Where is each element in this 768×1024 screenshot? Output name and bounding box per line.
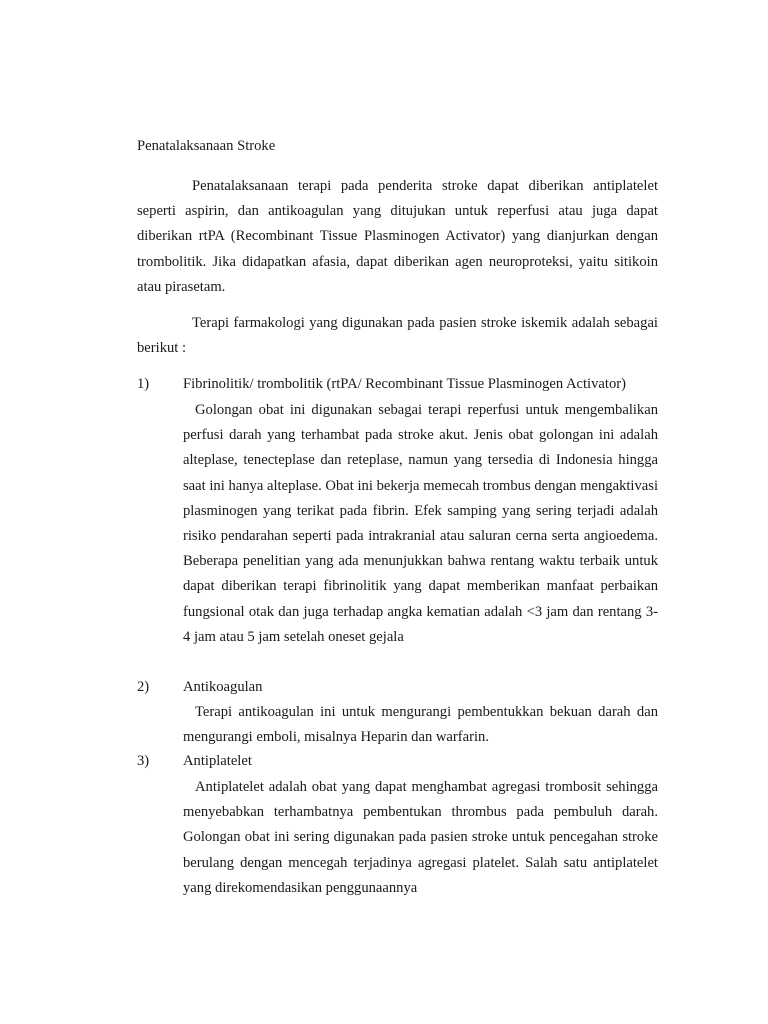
list-item-body-antikoagulan: Terapi antikoagulan ini untuk mengurangi pembentukkan bekuan darah dan mengurangi emboli, misalnya Heparin dan warfarin. [183,704,658,746]
document-title: Penatalaksanaan Stroke [137,138,276,154]
list-item-title-antikoagulan: Antikoagulan [183,679,263,695]
list-item-title-antiplatelet: Antiplatelet [183,753,252,769]
paragraph-intro: Penatalaksanaan terapi pada penderita stroke dapat diberikan antiplatelet seperti aspirin, dan antikoagulan yang ditujukan untuk reperfusi atau juga dapat diberikan rtPA (Recombinant Tissue Plasminogen Activator) yang dianjurkan dengan trombolitik. Jika didapatkan afasia, dapat diberikan agen neuroproteksi, yaitu sitikoin atau pirasetam. [137,178,658,295]
list-item-body-antiplatelet: Antiplatelet adalah obat yang dapat menghambat agregasi trombosit sehingga menyebabkan terhambatnya pembentukan thrombus pada pembuluh darah. Golongan obat ini sering digunakan pada pasien stroke untuk pencegahan stroke berulang dengan mencegah terjadinya agregasi platelet. Salah satu antiplatelet yang direkomendasikan penggunaannya [183,779,658,896]
list-item-title-fibrinolitik: Fibrinolitik/ trombolitik (rtPA/ Recombinant Tissue Plasminogen Activator) [183,376,626,392]
list-item-number: 2) [137,679,150,695]
list-item-body-fibrinolitik: Golongan obat ini digunakan sebagai terapi reperfusi untuk mengembalikan perfusi darah yang terhambat pada stroke akut. Jenis obat golongan ini adalah alteplase, tenecteplase dan reteplase, namun yang tersedia di Indonesia hingga saat ini hanya alteplase. Obat ini bekerja memecah trombus dengan mengaktivasi plasminogen yang terikat pada fibrin. Efek samping yang sering terjadi adalah risiko pendarahan seperti pada intrakranial atau saluran cerna serta angioedema. Beberapa penelitian yang ada menunjukkan bahwa rentang waktu terbaik untuk dapat diberikan terapi fibrinolitik yang dapat memberikan manfaat perbaikan fungsional otak dan juga terhadap angka kematian adalah <3 jam dan rentang 3-4 jam atau 5 jam setelah oneset gejala [183,402,658,645]
paragraph-therapy-list-intro: Terapi farmakologi yang digunakan pada pasien stroke iskemik adalah sebagai berikut : [137,315,658,357]
list-item-number: 3) [137,753,150,769]
list-item-number: 1) [137,376,150,392]
